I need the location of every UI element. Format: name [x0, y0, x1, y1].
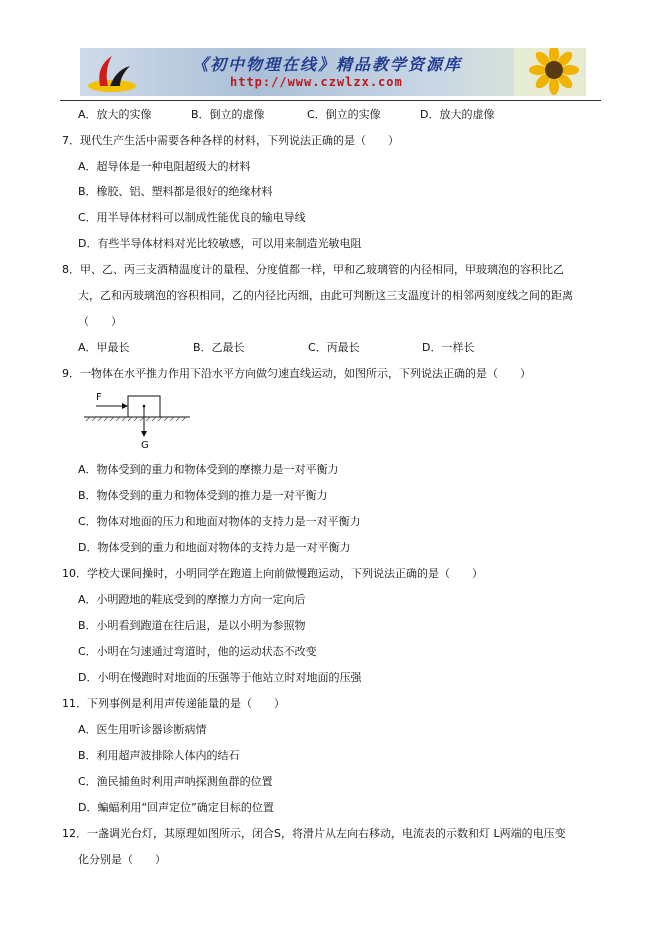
q8-stem-line-3: （ ） [78, 315, 122, 328]
force-label-f: F [96, 392, 102, 403]
q8-stem-line-1: 8．甲、乙、丙三支酒精温度计的量程、分度值都一样，甲和乙玻璃管的内径相同，甲玻璃泡的容积比乙 [62, 263, 564, 276]
q6-option-b[interactable]: B．倒立的虚像 [191, 108, 265, 121]
q11-option-c[interactable]: C．渔民捕鱼时利用声呐探测鱼群的位置 [78, 775, 273, 788]
q7-option-b[interactable]: B．橡胶、铝、塑料都是很好的绝缘材料 [78, 185, 273, 198]
q12-stem-line-1: 12．一盏调光台灯，其原理如图所示，闭合S，将滑片从左向右移动，电流表的示数和灯 L两端的电压变 [62, 827, 566, 840]
site-logo-icon [86, 52, 138, 94]
q10-option-c[interactable]: C．小明在匀速通过弯道时，他的运动状态不改变 [78, 645, 317, 658]
q6-option-a[interactable]: A．放大的实像 [78, 108, 152, 121]
q7-option-c[interactable]: C．用半导体材料可以制成性能优良的输电导线 [78, 211, 306, 224]
q6-option-d[interactable]: D．放大的虚像 [420, 108, 495, 121]
q9-option-d[interactable]: D．物体受到的重力和地面对物体的支持力是一对平衡力 [78, 541, 351, 554]
q10-option-b[interactable]: B．小明看到跑道在往后退，是以小明为参照物 [78, 619, 306, 632]
q8-option-a[interactable]: A．甲最长 [78, 341, 130, 354]
q12-stem-line-2: 化分别是（ ） [78, 853, 166, 866]
q10-option-a[interactable]: A．小明蹬地的鞋底受到的摩擦力方向一定向后 [78, 593, 306, 606]
q10-option-d[interactable]: D．小明在慢跑时对地面的压强等于他站立时对地面的压强 [78, 671, 362, 684]
q8-option-d[interactable]: D．一样长 [422, 341, 475, 354]
q9-stem: 9．一物体在水平推力作用下沿水平方向做匀速直线运动，如图所示，下列说法正确的是（ ） [62, 367, 531, 380]
q7-option-d[interactable]: D．有些半导体材料对光比较敏感，可以用来制造光敏电阻 [78, 237, 362, 250]
q8-option-b[interactable]: B．乙最长 [193, 341, 245, 354]
q11-option-b[interactable]: B．利用超声波排除人体内的结石 [78, 749, 240, 762]
q8-stem-line-2: 大，乙和丙玻璃泡的容积相同，乙的内径比丙细，由此可判断这三支温度计的相邻两刻度线之间的距离 [78, 289, 573, 302]
q9-option-a[interactable]: A．物体受到的重力和物体受到的摩擦力是一对平衡力 [78, 463, 339, 476]
q10-stem: 10．学校大课间操时，小明同学在跑道上向前做慢跑运动，下列说法正确的是（ ） [62, 567, 483, 580]
banner-url[interactable]: http://www.czwlzx.com [230, 75, 403, 89]
header-banner [80, 48, 586, 96]
q7-option-a[interactable]: A．超导体是一种电阻超级大的材料 [78, 160, 251, 173]
q9-option-c[interactable]: C．物体对地面的压力和地面对物体的支持力是一对平衡力 [78, 515, 361, 528]
q11-option-a[interactable]: A．医生用听诊器诊断病情 [78, 723, 207, 736]
gravity-label-g: G [141, 440, 149, 451]
header-divider [60, 100, 601, 101]
ground-hatching [86, 417, 186, 421]
q11-stem: 11．下列事例是利用声传递能量的是（ ） [62, 697, 285, 710]
banner-title: 《初中物理在线》精品教学资源库 [192, 55, 463, 74]
q8-option-c[interactable]: C．丙最长 [308, 341, 360, 354]
q11-option-d[interactable]: D．蝙蝠利用“回声定位”确定目标的位置 [78, 801, 274, 814]
q6-option-c[interactable]: C．倒立的实像 [307, 108, 381, 121]
sunflower-icon [514, 48, 584, 96]
q9-force-diagram [82, 390, 192, 452]
q9-option-b[interactable]: B．物体受到的重力和物体受到的推力是一对平衡力 [78, 489, 328, 502]
q7-stem: 7．现代生产生活中需要各种各样的材料，下列说法正确的是（ ） [62, 134, 399, 147]
